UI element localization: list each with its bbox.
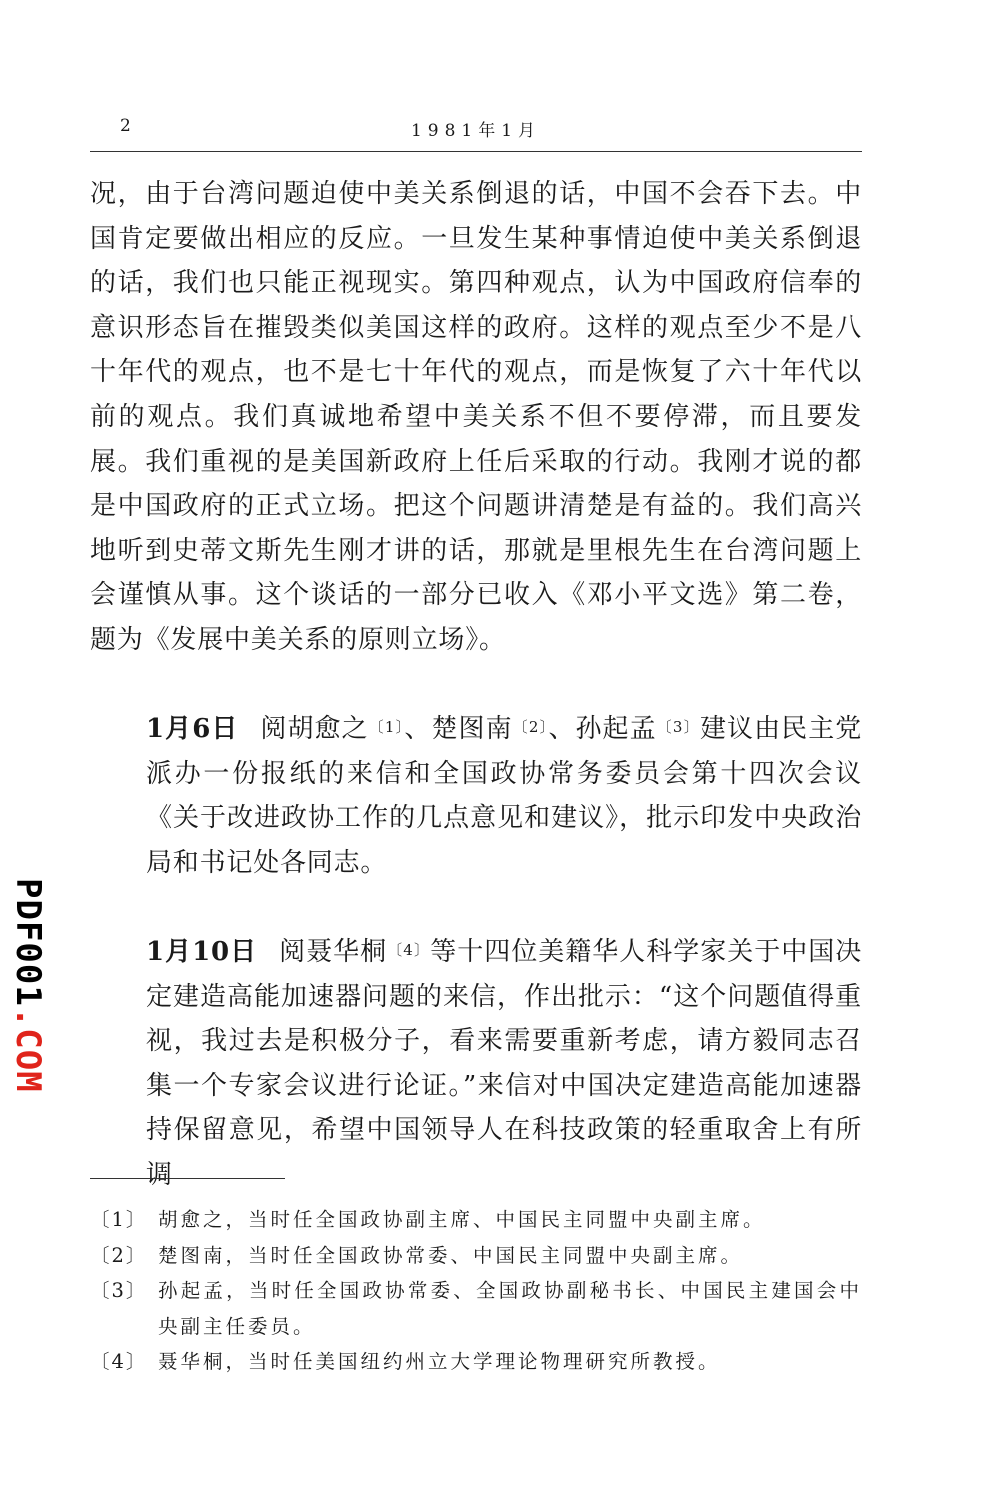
watermark-text-accent: .COM [8, 1006, 48, 1093]
page-number: 2 [120, 116, 133, 136]
footnote-mark: 〔2〕 [90, 1243, 148, 1267]
footnote-ref: 〔4〕 [387, 941, 431, 960]
footnotes [90, 1202, 862, 1380]
entry-text: 、楚图南 [404, 714, 513, 745]
entry-jan-6 [90, 707, 862, 885]
footnote-ref: 〔3〕 [656, 718, 700, 737]
watermark [8, 878, 48, 1118]
header-rule [90, 151, 862, 152]
footnote-mark: 〔1〕 [90, 1208, 148, 1231]
footnote [90, 1344, 862, 1380]
footnote [90, 1273, 862, 1344]
entry-text: 、孙起孟 [548, 714, 657, 745]
footnote [90, 1202, 862, 1238]
main-text [90, 172, 862, 1198]
entry-jan-10 [90, 930, 862, 1198]
entry-date: 1月6日 [146, 714, 239, 745]
entry-text: 阅胡愈之 [260, 714, 369, 745]
footnote-mark: 〔4〕 [90, 1350, 148, 1373]
footnote-text: 胡愈之，当时任全国政协副主席、中国民主同盟中央副主席。 [158, 1208, 766, 1231]
entry-text: 等十四位美籍华人科学家关于中国决定建造高能加速器问题的来信，作出批示：“这个问题值得重视，我过去是积极分子，看来需要重新考虑，请方毅同志召集一个专家会议进行论证。”来信对中国决定建造高能加速器持保留意见，希望中国领导人在科技政策的轻重取舍上有所调 [146, 937, 862, 1191]
footnote-rule [90, 1178, 285, 1179]
footnote [90, 1238, 862, 1274]
running-head: 1981年1月 [410, 121, 542, 141]
entry-text: 阅聂华桐 [279, 937, 388, 968]
footnote-text: 楚图南，当时任全国政协常委、中国民主同盟中央副主席。 [158, 1243, 744, 1267]
watermark-text: PDF001 [8, 878, 48, 1007]
page-header [90, 116, 862, 146]
footnote-text: 聂华桐，当时任美国纽约州立大学理论物理研究所教授。 [158, 1350, 721, 1373]
paragraph-continuation: 况，由于台湾问题迫使中美关系倒退的话，中国不会吞下去。中国肯定要做出相应的反应。一旦发生某种事情迫使中美关系倒退的话，我们也只能正视现实。第四种观点，认为中国政府信奉的意识形态旨在摧毁类似美国这样的政府。这样的观点至少不是八十年代的观点，也不是七十年代的观点，而是恢复了六十年代以前的观点。我们真诚地希望中美关系不但不要停滞，而且要发展。我们重视的是美国新政府上任后采取的行动。我刚才说的都是中国政府的正式立场。把这个问题讲清楚是有益的。我们高兴地听到史蒂文斯先生刚才讲的话，那就是里根先生在台湾问题上会谨慎从事。这个谈话的一部分已收入《邓小平文选》第二卷，题为《发展中美关系的原则立场》。 [90, 179, 862, 655]
entry-text: 建议由民主党派办一份报纸的来信和全国政协常务委员会第十四次会议《关于改进政协工作的几点意见和建议》，批示印发中央政治局和书记处各同志。 [146, 714, 863, 878]
entry-date: 1月10日 [146, 937, 258, 968]
footnote-text: 孙起孟，当时任全国政协常委、全国政协副秘书长、中国民主建国会中央副主任委员。 [158, 1279, 862, 1338]
footnote-ref: 〔2〕 [512, 718, 549, 737]
footnote-ref: 〔1〕 [368, 718, 405, 737]
footnote-mark: 〔3〕 [90, 1279, 148, 1302]
